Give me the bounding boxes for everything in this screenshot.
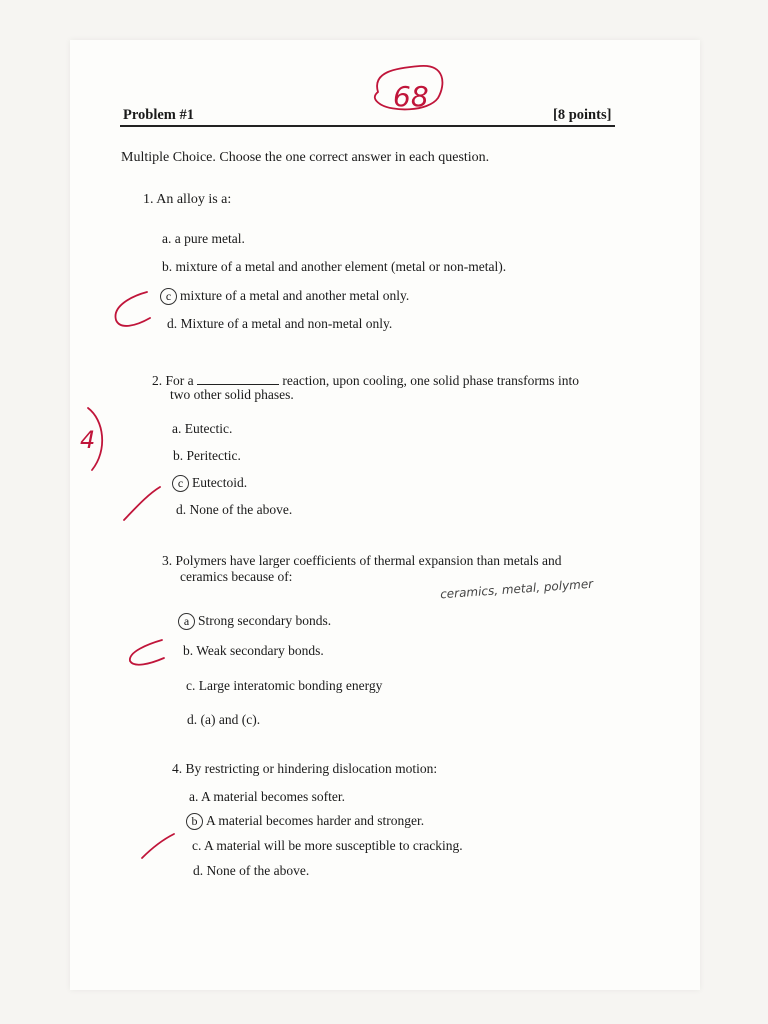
- option-text: mixture of a metal and another metal only.: [180, 288, 410, 303]
- question-text-after: reaction, upon cooling, one solid phase transforms into: [282, 373, 579, 388]
- instructions: Multiple Choice. Choose the one correct answer in each question.: [121, 150, 490, 165]
- question-text: An alloy is a:: [156, 192, 232, 207]
- option-letter: d.: [167, 316, 178, 331]
- question-number: 3.: [162, 553, 173, 568]
- check-mark-q2: [124, 487, 160, 520]
- option-letter: a.: [189, 789, 199, 804]
- option-text: Strong secondary bonds.: [198, 613, 332, 628]
- total-score: 68: [393, 80, 429, 113]
- option-text: Large interatomic bonding energy: [198, 678, 383, 693]
- option-letter: c.: [192, 838, 202, 853]
- option-letter: b.: [162, 259, 173, 274]
- option-text: Eutectoid.: [192, 475, 248, 490]
- option-text: Eutectic.: [184, 421, 233, 436]
- option-letter: b.: [173, 448, 184, 463]
- option-letter: a.: [162, 231, 172, 246]
- option-text: Weak secondary bonds.: [196, 643, 324, 658]
- points-label: [8 points]: [553, 107, 612, 123]
- selected-answer-circle: a: [178, 613, 195, 630]
- wrong-mark-q1: [115, 292, 150, 326]
- selected-answer-circle: c: [172, 475, 189, 492]
- option-text: A material will be more susceptible to cracking.: [204, 838, 463, 853]
- selected-answer-circle: c: [160, 288, 177, 305]
- question-text: Polymers have larger coefficients of thermal expansion than metals and: [175, 553, 562, 568]
- problem-title: Problem #1: [123, 107, 195, 123]
- option-text: Mixture of a metal and non-metal only.: [180, 316, 393, 331]
- question-number: 2.: [152, 373, 163, 388]
- option-text: None of the above.: [206, 863, 310, 878]
- option-text: A material becomes harder and stronger.: [206, 813, 425, 828]
- pencil-note: ceramics, metal, polymer: [439, 576, 594, 602]
- question-number: 4.: [172, 761, 183, 776]
- selected-answer-circle: b: [186, 813, 203, 830]
- option-text: A material becomes softer.: [201, 789, 345, 804]
- question-2-line2: two other solid phases.: [170, 387, 294, 402]
- option-letter: d.: [193, 863, 204, 878]
- section-score: 4: [80, 426, 96, 454]
- question-text: By restricting or hindering dislocation motion:: [185, 761, 438, 776]
- wrong-mark-q3: [130, 640, 164, 665]
- option-text: a pure metal.: [174, 231, 245, 246]
- option-letter: d.: [176, 502, 187, 517]
- option-text: (a) and (c).: [200, 712, 261, 727]
- option-letter: c.: [186, 678, 196, 693]
- option-text: mixture of a metal and another element (metal or non-metal).: [175, 259, 507, 274]
- question-3-line2: ceramics because of:: [180, 569, 293, 584]
- question-number: 1.: [143, 192, 154, 207]
- option-letter: a.: [172, 421, 182, 436]
- option-letter: b.: [183, 643, 194, 658]
- question-text-before: For a: [165, 373, 194, 388]
- option-text: Peritectic.: [186, 448, 241, 463]
- option-text: None of the above.: [189, 502, 293, 517]
- option-letter: d.: [187, 712, 198, 727]
- check-mark-q4: [142, 834, 174, 858]
